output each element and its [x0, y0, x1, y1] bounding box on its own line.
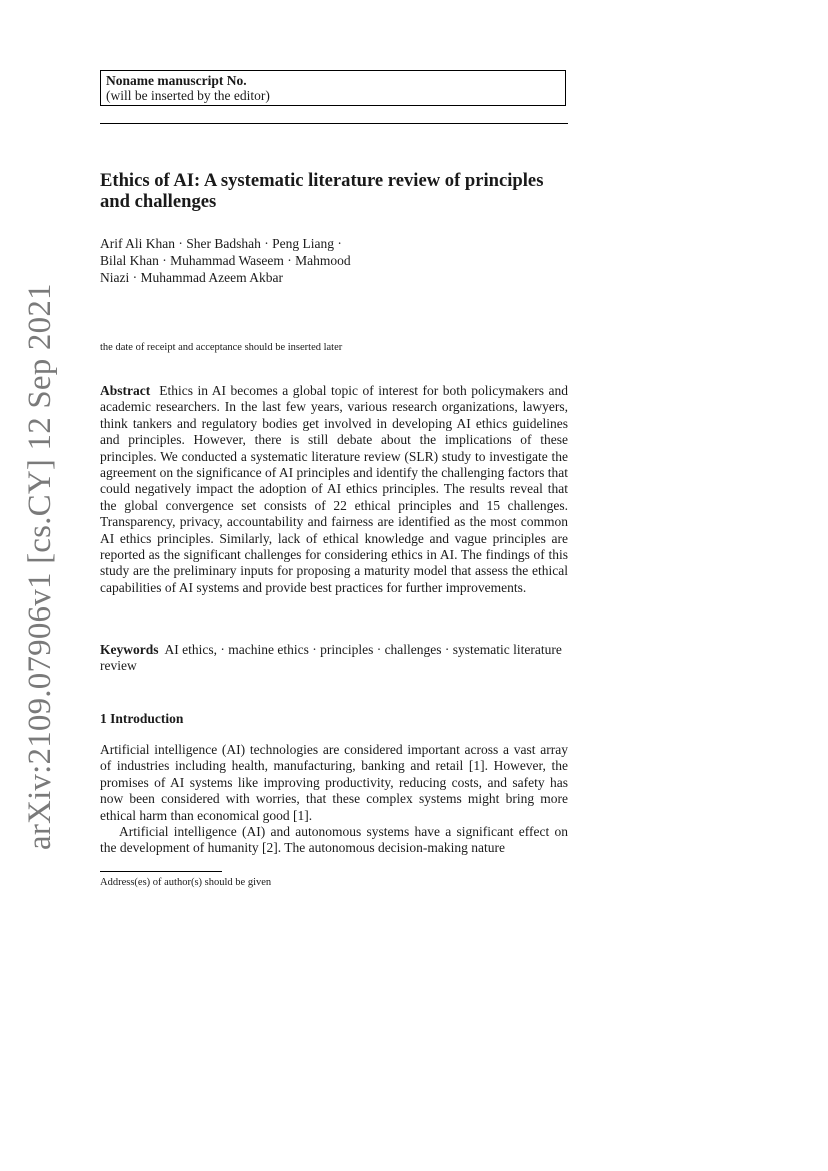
- manuscript-number-box: [100, 70, 566, 106]
- header-rule: [100, 123, 568, 124]
- introduction-body: [100, 742, 568, 857]
- editor-note: (will be inserted by the editor): [106, 88, 270, 103]
- footnote: Address(es) of author(s) should be given: [100, 877, 272, 888]
- author-list: [100, 235, 570, 286]
- manuscript-number-label: Noname manuscript No.: [106, 73, 247, 88]
- paragraph: Artificial intelligence (AI) and autonomous systems have a significant effect on the development of humanity [2]. The autonomous decision-making nature: [100, 824, 568, 856]
- paper-title: Ethics of AI: A systematic literature review of principles and challenges: [100, 170, 544, 212]
- author-line: Arif Ali Khan · Sher Badshah · Peng Liang ·: [100, 236, 342, 251]
- author-line: Niazi · Muhammad Azeem Akbar: [100, 270, 283, 285]
- author-line: Bilal Khan · Muhammad Waseem · Mahmood: [100, 253, 351, 268]
- abstract-label: Abstract: [100, 383, 151, 398]
- abstract: [100, 383, 568, 596]
- keywords-text: AI ethics, · machine ethics · principles · challenges · systematic literature review: [100, 642, 562, 674]
- arxiv-identifier-stamp: arXiv:2109.07906v1 [cs.CY] 12 Sep 2021: [22, 283, 58, 850]
- footnote-rule: [100, 871, 222, 872]
- received-date-note: the date of receipt and acceptance should be inserted later: [100, 342, 343, 353]
- keywords: [100, 642, 568, 675]
- keywords-label: Keywords: [100, 642, 159, 657]
- abstract-text: Ethics in AI becomes a global topic of interest for both policymakers and academic researchers. In the last few years, various research organizations, lawyers, think tankers and regulatory bodies get involved in developing AI ethics guidelines and principles. However, there is still debate about the implications of these principles. We conducted a systematic literature review (SLR) study to investigate the agreement on the significance of AI principles and identify the challenging factors that could negatively impact the adoption of AI ethics principles. The results reveal that the global convergence set consists of 22 ethical principles and 15 challenges. Transparency, privacy, accountability and fairness are identified as the most common AI ethics principles. Similarly, lack of ethical knowledge and vague principles are reported as the significant challenges for considering ethics in AI. The findings of this study are the preliminary inputs for proposing a maturity model that assess the ethical capabilities of AI systems and provide best practices for further improvements.: [100, 383, 568, 595]
- section-heading: 1 Introduction: [100, 711, 184, 726]
- paragraph: Artificial intelligence (AI) technologies are considered important across a vast array of industries including health, manufacturing, banking and retail [1]. However, the promises of AI systems like improving productivity, reducing costs, and safety has now been considered with worries, that these complex systems might bring more ethical harm than economical good [1].: [100, 742, 568, 823]
